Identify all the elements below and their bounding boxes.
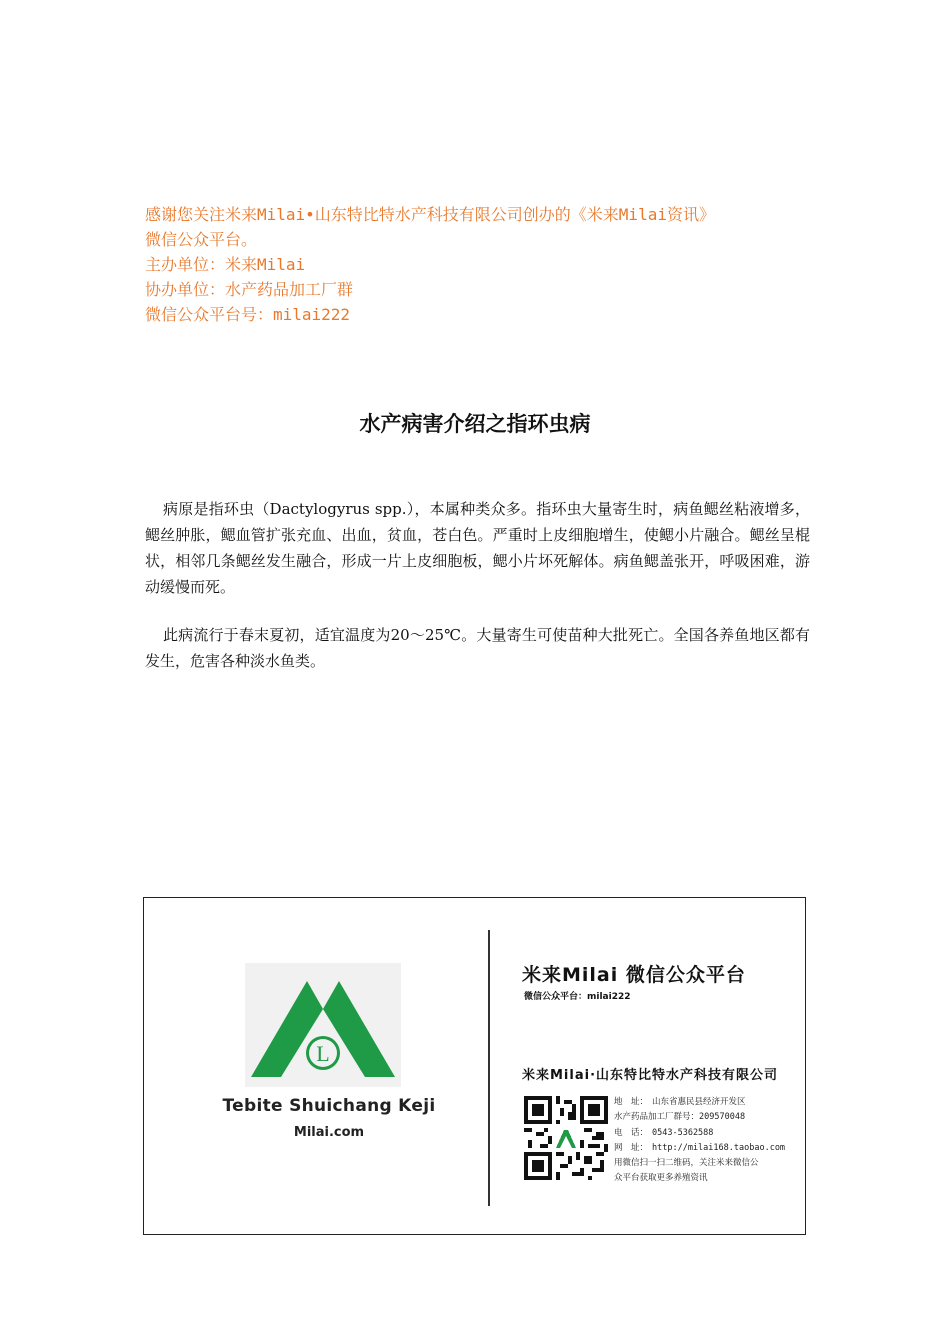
website-line [614, 1141, 804, 1156]
milai-logo [245, 963, 401, 1087]
qr-code [524, 1096, 608, 1180]
article-paragraph-1: 病原是指环虫（Dactylogyrus spp.），本属种类众多。指环虫大量寄生时，病鱼鳃丝粘液增多，鳃丝肿胀，鳃血管扩张充血、出血，贫血，苍白色。严重时上皮细胞增生，使鳃小片融合。鳃丝呈棍状，相邻几条鳃丝发生融合，形成一片上皮细胞板，鳃小片坏死解体。病鱼鳃盖张开，呼吸困难，游动缓慢而死。 [145, 500, 810, 596]
business-card [143, 897, 806, 1235]
address-line [614, 1095, 804, 1110]
brand-url: Milai.com [293, 1125, 365, 1140]
company-name: 米来Milai·山东特比特水产科技有限公司 [522, 1068, 779, 1083]
intro-line-1: 感谢您关注米来Milai•山东特比特水产科技有限公司创办的《米来Milai资讯》 [145, 205, 715, 224]
intro-line-2: 微信公众平台。 [145, 230, 258, 249]
contact-info [614, 1095, 804, 1187]
intro-line-4: 协办单位：水产药品加工厂群 [145, 280, 354, 299]
logo-letter: L [316, 1041, 330, 1066]
intro-line-3: 主办单位：米来Milai [145, 255, 306, 274]
group-number-line: 水产药品加工厂群号：209570048 [614, 1112, 746, 1123]
wechat-platform-title: 米来Milai 微信公众平台 [522, 964, 746, 986]
address-value: 山东省惠民县经济开发区 [652, 1097, 746, 1107]
intro-line-5: 微信公众平台号：milai222 [145, 305, 351, 324]
article-title: 水产病害介绍之指环虫病 [359, 411, 591, 436]
phone-label: 电 话： [614, 1127, 649, 1138]
phone-line [614, 1126, 804, 1141]
intro-block [145, 202, 825, 327]
brand-english-name: Tebite Shuichang Keji [222, 1096, 436, 1116]
website-value: http://milai168.taobao.com [652, 1142, 786, 1153]
address-label: 地 址： [614, 1097, 649, 1107]
scan-note-line-1: 用微信扫一扫二维码，关注米来微信公 [614, 1158, 759, 1169]
card-divider [488, 930, 490, 1206]
scan-note-line-2: 众平台获取更多养殖资讯 [614, 1173, 708, 1184]
phone-value: 0543-5362588 [652, 1127, 714, 1138]
website-label: 网 址： [614, 1142, 649, 1153]
article-paragraph-2: 此病流行于春末夏初，适宜温度为20～25℃。大量寄生可使苗种大批死亡。全国各养鱼地区都有发生，危害各种淡水鱼类。 [145, 626, 810, 670]
wechat-platform-id: 微信公众平台：milai222 [524, 992, 631, 1002]
